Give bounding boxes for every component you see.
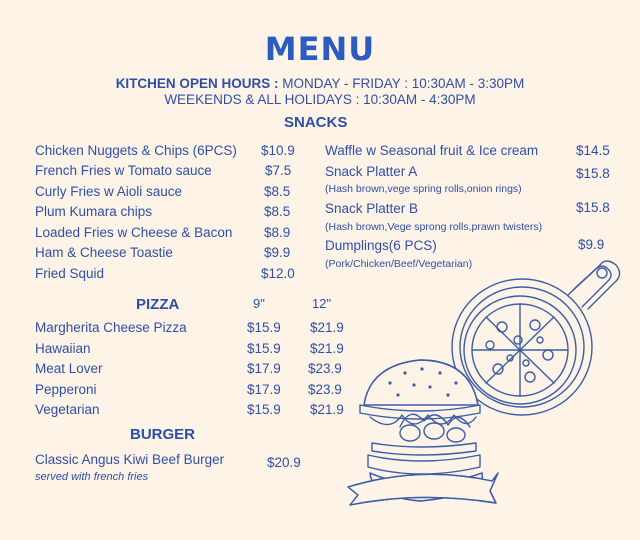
menu-item-price: $21.9 xyxy=(310,402,344,417)
food-illustration xyxy=(330,255,640,540)
menu-item-price: $23.9 xyxy=(308,382,342,397)
menu-item-note: (Pork/Chicken/Beef/Vegetarian) xyxy=(325,258,473,270)
pizza-size-large: 12" xyxy=(312,296,332,311)
menu-title: MENU xyxy=(264,30,376,68)
menu-item-price: $7.5 xyxy=(265,163,292,178)
menu-item-price: $14.5 xyxy=(576,143,610,158)
menu-item-name: Snack Platter B xyxy=(325,201,419,216)
menu-item-name: Classic Angus Kiwi Beef Burger xyxy=(35,452,225,467)
menu-item-price: $20.9 xyxy=(267,455,301,470)
menu-item-price: $8.5 xyxy=(264,184,291,199)
pizza-heading: PIZZA xyxy=(136,296,180,313)
pizza-size-small: 9" xyxy=(253,296,265,311)
menu-item-price: $23.9 xyxy=(308,361,342,376)
menu-item-name: Margherita Cheese Pizza xyxy=(35,320,187,335)
menu-item-name: Hawaiian xyxy=(35,341,91,356)
menu-item-price: $15.8 xyxy=(576,166,610,181)
menu-item-name: Fried Squid xyxy=(35,266,105,281)
menu-item-name: Pepperoni xyxy=(35,382,97,397)
menu-item-price: $15.9 xyxy=(247,341,281,356)
menu-item-price: $15.9 xyxy=(247,402,281,417)
hours-line-weekday xyxy=(0,76,640,91)
menu-item-name: Chicken Nuggets & Chips (6PCS) xyxy=(35,143,237,158)
menu-item-name: French Fries w Tomato sauce xyxy=(35,163,212,178)
menu-item-note: (Hash brown,vege spring rolls,onion rings) xyxy=(325,183,522,195)
menu-item-name: Curly Fries w Aioli sauce xyxy=(35,184,183,199)
hours-weekday: MONDAY - FRIDAY : 10:30AM - 3:30PM xyxy=(282,76,525,91)
menu-item-name: Dumplings(6 PCS) xyxy=(325,238,437,253)
menu-item-name: Meat Lover xyxy=(35,361,103,376)
menu-item-price: $17.9 xyxy=(247,382,281,397)
menu-item-name: Plum Kumara chips xyxy=(35,204,153,219)
menu-item-name: Waffle w Seasonal fruit & Ice cream xyxy=(325,143,539,158)
pizza-board-icon xyxy=(452,261,620,415)
menu-item-name: Vegetarian xyxy=(35,402,100,417)
menu-item-price: $21.9 xyxy=(310,320,344,335)
hours-weekend: WEEKENDS & ALL HOLIDAYS : 10:30AM - 4:30PM xyxy=(164,92,476,107)
menu-item-name: Loaded Fries w Cheese & Bacon xyxy=(35,225,233,240)
menu-item-note: (Hash brown,Vege sprong rolls,prawn twisters) xyxy=(325,221,543,233)
menu-item-price: $10.9 xyxy=(261,143,295,158)
menu-item-price: $8.5 xyxy=(264,204,291,219)
snacks-heading: SNACKS xyxy=(284,114,348,131)
menu-item-price: $17.9 xyxy=(247,361,281,376)
menu-item-price: $9.9 xyxy=(578,237,605,252)
menu-item-price: $12.0 xyxy=(261,266,295,281)
menu-item-price: $8.9 xyxy=(264,225,291,240)
menu-item-price: $21.9 xyxy=(310,341,344,356)
burger-heading: BURGER xyxy=(130,426,196,443)
menu-item-price: $15.8 xyxy=(576,200,610,215)
menu-item-name: Ham & Cheese Toastie xyxy=(35,245,173,260)
hours-label: KITCHEN OPEN HOURS : xyxy=(115,76,279,91)
menu-item-price: $15.9 xyxy=(247,320,281,335)
menu-item-price: $9.9 xyxy=(264,245,291,260)
menu-item-note: served with french fries xyxy=(35,471,149,483)
menu-item-name: Snack Platter A xyxy=(325,164,418,179)
